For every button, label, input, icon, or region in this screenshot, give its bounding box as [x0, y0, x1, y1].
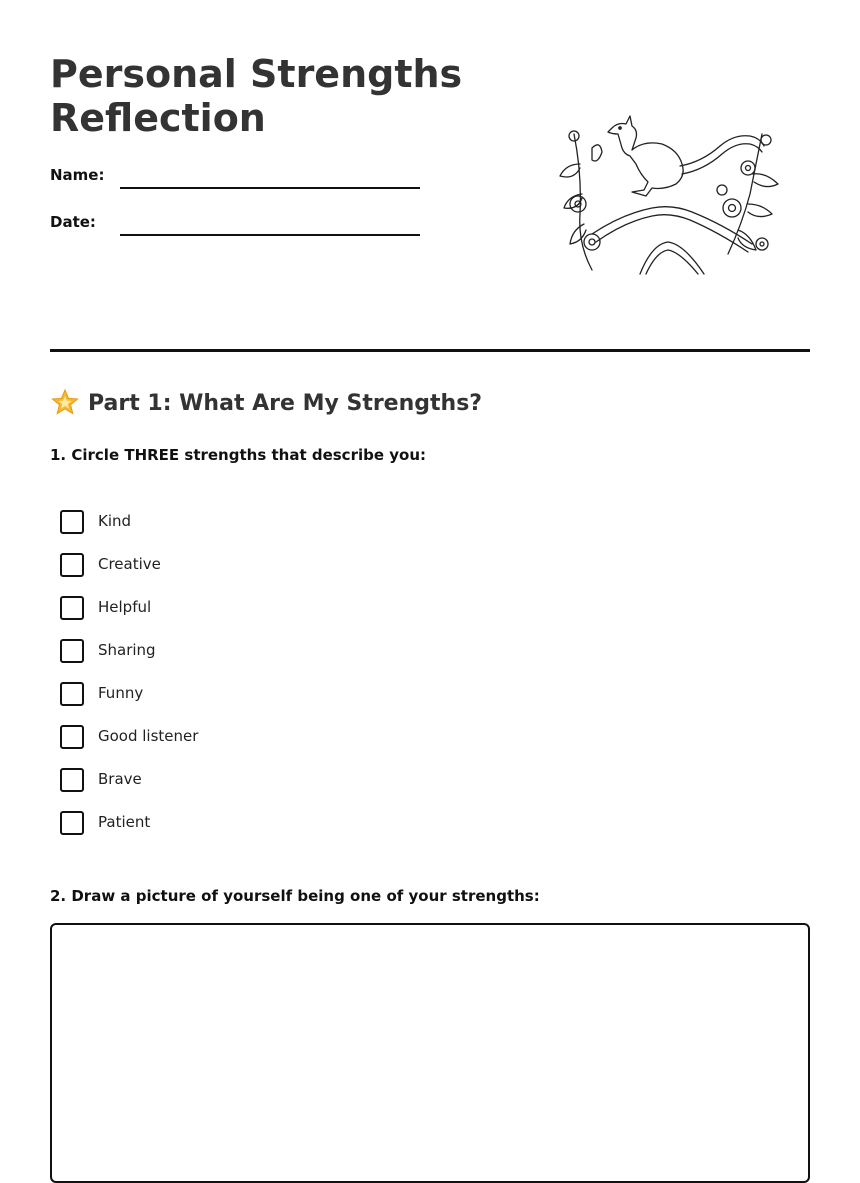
strength-label: Kind [98, 512, 132, 530]
checkbox[interactable] [60, 510, 84, 534]
strength-option-kind[interactable] [60, 510, 198, 553]
strength-option-creative[interactable] [60, 553, 198, 596]
title-line-2: Reflection [50, 96, 266, 140]
name-label: Name: [50, 166, 105, 184]
strength-label: Sharing [98, 641, 156, 659]
strength-option-patient[interactable] [60, 811, 198, 854]
strength-label: Helpful [98, 598, 152, 616]
kangaroo-illustration-icon [552, 104, 788, 280]
strength-option-brave[interactable] [60, 768, 198, 811]
strength-label: Patient [98, 813, 151, 831]
glowing-star-icon [50, 388, 80, 418]
strength-option-good-listener[interactable] [60, 725, 198, 768]
question-1: 1. Circle THREE strengths that describe you: [50, 446, 426, 464]
title-line-1: Personal Strengths [50, 52, 463, 96]
question-2: 2. Draw a picture of yourself being one of your strengths: [50, 887, 540, 905]
page-title [50, 52, 470, 140]
strength-label: Brave [98, 770, 142, 788]
part-1-heading [50, 388, 482, 418]
checkbox[interactable] [60, 553, 84, 577]
strength-label: Funny [98, 684, 144, 702]
strengths-list [60, 510, 198, 854]
checkbox[interactable] [60, 682, 84, 706]
drawing-area[interactable] [50, 923, 810, 1183]
strength-option-helpful[interactable] [60, 596, 198, 639]
date-field[interactable] [120, 234, 420, 236]
checkbox[interactable] [60, 725, 84, 749]
part-1-title: Part 1: What Are My Strengths? [88, 390, 483, 416]
strength-label: Creative [98, 555, 161, 573]
strength-option-sharing[interactable] [60, 639, 198, 682]
date-label: Date: [50, 213, 96, 231]
checkbox[interactable] [60, 768, 84, 792]
strength-label: Good listener [98, 727, 199, 745]
name-field[interactable] [120, 187, 420, 189]
checkbox[interactable] [60, 639, 84, 663]
strength-option-funny[interactable] [60, 682, 198, 725]
section-divider [50, 349, 810, 352]
checkbox[interactable] [60, 596, 84, 620]
checkbox[interactable] [60, 811, 84, 835]
